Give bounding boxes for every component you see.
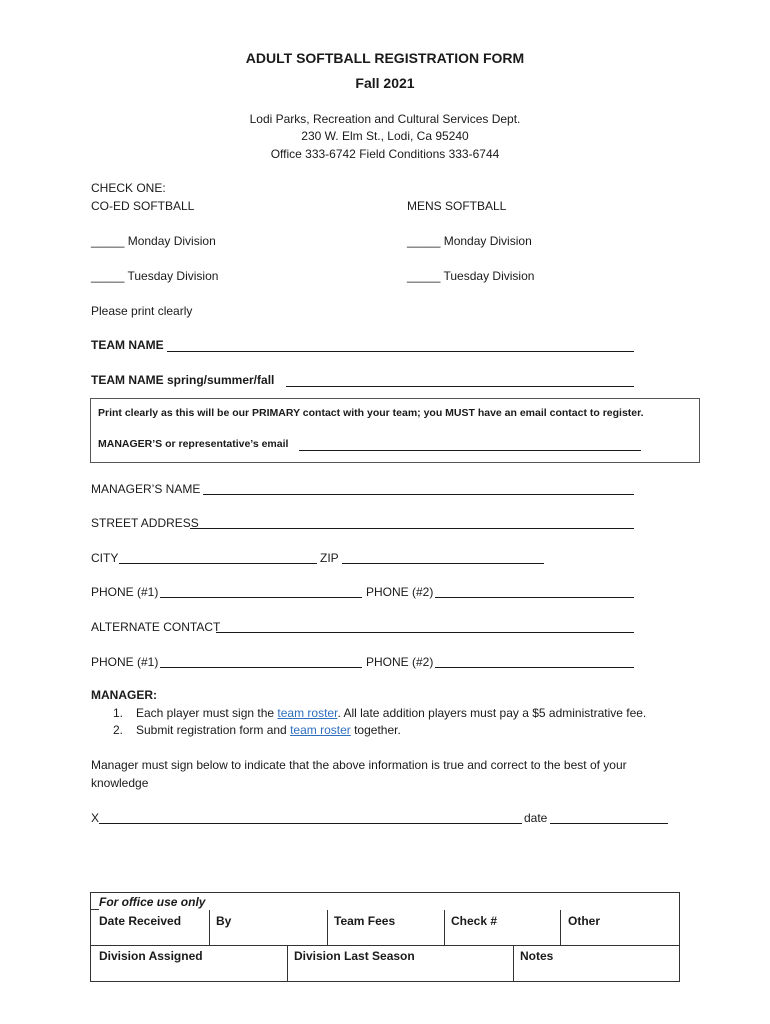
division-last-season-label: Division Last Season	[294, 949, 415, 963]
team-roster-link[interactable]: team roster	[277, 706, 338, 720]
signature-field[interactable]	[99, 823, 522, 824]
manager-heading: MANAGER:	[91, 688, 157, 702]
instruction-1-fee: . All late addition players must pay a $5 administrative fee.	[337, 706, 647, 720]
team-name-prev-field[interactable]	[286, 386, 634, 387]
statement-line-2: knowledge	[91, 776, 149, 790]
signature-x: X	[91, 811, 100, 825]
mens-tuesday-option[interactable]: _____ Tuesday Division	[407, 269, 535, 283]
team-name-field[interactable]	[167, 351, 634, 352]
form-season: Fall 2021	[355, 75, 415, 91]
phone2-field[interactable]	[435, 597, 634, 598]
instruction-1	[136, 706, 646, 720]
phone1-label: PHONE (#1)	[91, 585, 159, 599]
team-fees-label: Team Fees	[334, 914, 396, 928]
division-assigned-label: Division Assigned	[99, 949, 203, 963]
zip-label: ZIP	[320, 551, 339, 565]
other-label: Other	[568, 914, 601, 928]
instruction-2-tail: together.	[350, 723, 401, 737]
office-table-row-1	[90, 892, 680, 946]
check-one-heading: CHECK ONE:	[91, 181, 166, 195]
date-label: date	[524, 811, 548, 825]
instruction-2	[136, 723, 401, 737]
alternate-contact-field[interactable]	[216, 632, 634, 633]
office-caption-rule	[91, 909, 99, 910]
dept-address: 230 W. Elm St., Lodi, Ca 95240	[301, 129, 469, 143]
office-divider	[209, 910, 210, 945]
alt-phone1-field[interactable]	[160, 667, 362, 668]
street-address-label: STREET ADDRESS	[91, 516, 199, 530]
primary-contact-note: Print clearly as this will be our PRIMARY contact with your team; you MUST have an email contact to register.	[98, 407, 644, 419]
office-divider	[513, 946, 514, 981]
alternate-contact-label: ALTERNATE CONTACT	[91, 620, 221, 634]
coed-label: CO-ED SOFTBALL	[91, 199, 195, 213]
by-label: By	[216, 914, 232, 928]
city-field[interactable]	[119, 563, 317, 564]
city-label: CITY	[91, 551, 119, 565]
date-received-label: Date Received	[99, 914, 182, 928]
office-table-row-2	[90, 945, 680, 982]
form-title: ADULT SOFTBALL REGISTRATION FORM	[245, 50, 525, 66]
office-divider	[287, 946, 288, 981]
print-note: Please print clearly	[91, 304, 193, 318]
office-divider	[327, 910, 328, 945]
dept-phones: Office 333-6742 Field Conditions 333-6744	[270, 147, 500, 161]
office-divider	[560, 910, 561, 945]
team-name-label: TEAM NAME	[91, 338, 164, 352]
manager-name-field[interactable]	[203, 494, 634, 495]
team-roster-link-2[interactable]: team roster	[290, 723, 351, 737]
check-number-label: Check #	[451, 914, 498, 928]
manager-email-label: MANAGER’S or representative’s email	[98, 438, 289, 450]
mens-monday-option[interactable]: _____ Monday Division	[407, 234, 532, 248]
notes-label: Notes	[520, 949, 554, 963]
instruction-1-text: Each player must sign the	[136, 706, 278, 720]
manager-name-label: MANAGER’S NAME	[91, 482, 201, 496]
alt-phone2-field[interactable]	[435, 667, 634, 668]
coed-tuesday-option[interactable]: _____ Tuesday Division	[91, 269, 219, 283]
phone1-field[interactable]	[160, 597, 362, 598]
instruction-2-text: Submit registration form and	[136, 723, 291, 737]
phone2-label: PHONE (#2)	[366, 585, 434, 599]
zip-field[interactable]	[342, 563, 544, 564]
dept-name: Lodi Parks, Recreation and Cultural Services Dept.	[249, 112, 521, 126]
manager-email-field[interactable]	[299, 450, 641, 451]
instruction-1-number: 1.	[113, 706, 124, 720]
alt-phone2-label: PHONE (#2)	[366, 655, 434, 669]
date-field[interactable]	[550, 823, 668, 824]
office-divider	[444, 910, 445, 945]
street-address-field[interactable]	[190, 528, 634, 529]
coed-monday-option[interactable]: _____ Monday Division	[91, 234, 216, 248]
team-name-prev-label: TEAM NAME spring/summer/fall	[91, 373, 275, 387]
instruction-2-number: 2.	[113, 723, 124, 737]
office-use-caption: For office use only	[99, 895, 206, 909]
statement-line-1: Manager must sign below to indicate that the above information is true and correct to the best of your	[91, 758, 627, 772]
alt-phone1-label: PHONE (#1)	[91, 655, 159, 669]
mens-label: MENS SOFTBALL	[407, 199, 507, 213]
primary-contact-box	[90, 398, 700, 463]
